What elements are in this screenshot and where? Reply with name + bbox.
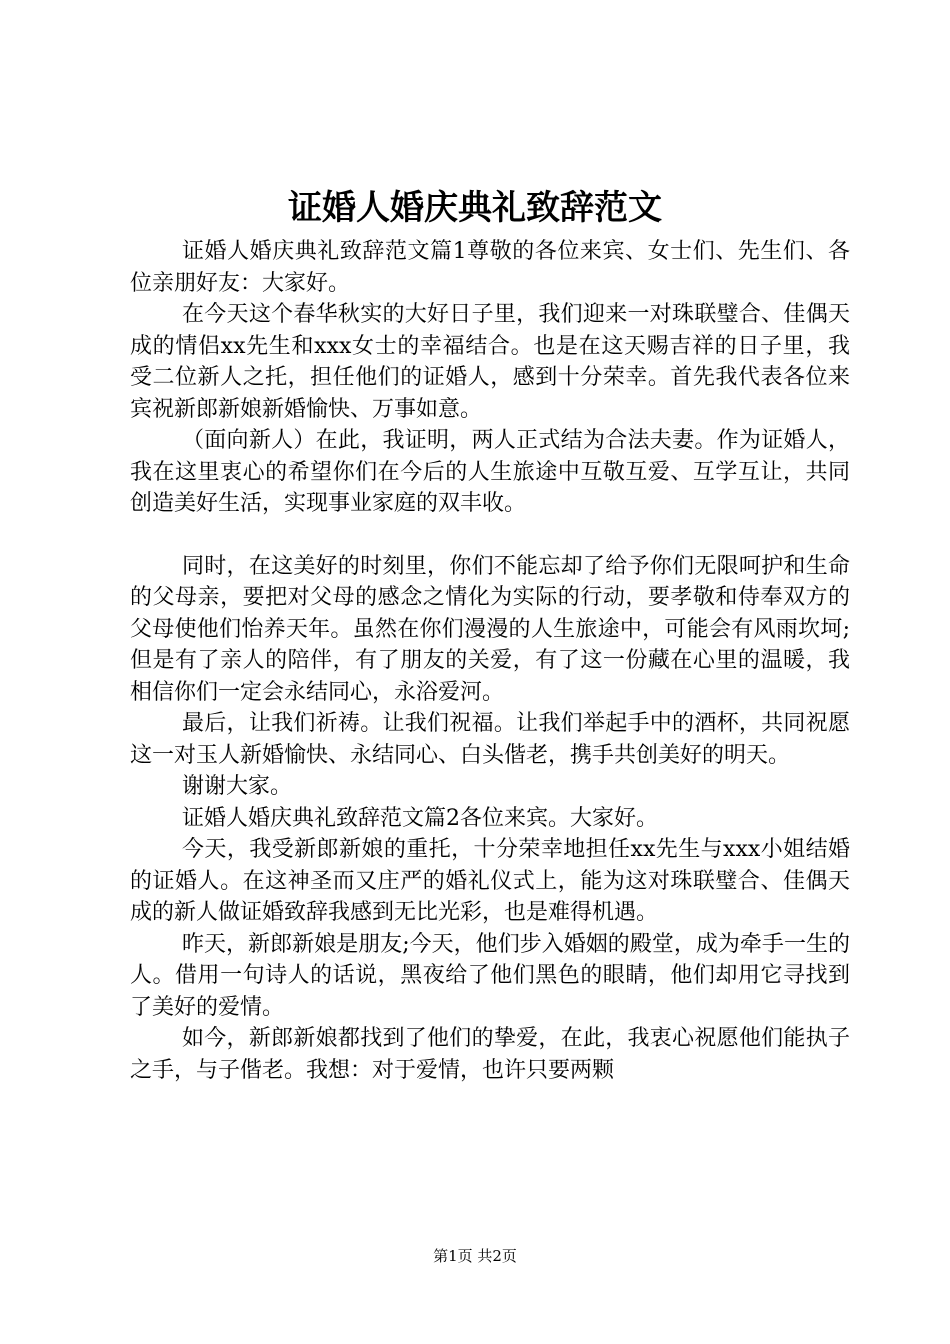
page-footer [0, 1246, 950, 1266]
paragraph: 证婚人婚庆典礼致辞范文篇2各位来宾。大家好。 [182, 805, 658, 831]
paragraph: 昨天，新郎新娘是朋友;今天，他们步入婚姻的殿堂，成为牵手一生的人。借用一句诗人的话说，黑夜给了他们黑色的眼睛，他们却用它寻找到了美好的爱情。 [130, 931, 850, 1020]
paragraph: 证婚人婚庆典礼致辞范文篇1尊敬的各位来宾、女士们、先生们、各位亲朋好友：大家好。 [130, 239, 850, 296]
page-indicator: 第1页 共2页 [433, 1247, 517, 1265]
document-title: 证婚人婚庆典礼致辞范文 [288, 188, 662, 228]
paragraph: 最后，让我们祈祷。让我们祝福。让我们举起手中的酒杯，共同祝愿这一对玉人新婚愉快、永结同心、白头偕老，携手共创美好的明天。 [130, 711, 850, 768]
paragraph: 同时，在这美好的时刻里，你们不能忘却了给予你们无限呵护和生命的父母亲，要把对父母的感念之情化为实际的行动，要孝敬和侍奉双方的父母使他们怡养天年。虽然在你们漫漫的人生旅途中，可能会有风雨坎坷;但是有了亲人的陪伴，有了朋友的关爱，有了这一份藏在心里的温暖，我相信你们一定会永结同心，永浴爱河。 [130, 553, 850, 705]
paragraph: （面向新人）在此，我证明，两人正式结为合法夫妻。作为证婚人，我在这里衷心的希望你们在今后的人生旅途中互敬互爱、互学互让，共同创造美好生活，实现事业家庭的双丰收。 [130, 428, 850, 516]
paragraph: 如今，新郎新娘都找到了他们的挚爱，在此，我衷心祝愿他们能执子之手，与子偕老。我想：对于爱情，也许只要两颗 [130, 1026, 850, 1083]
paragraph: 谢谢大家。 [182, 774, 293, 799]
paragraph: 今天，我受新郎新娘的重托，十分荣幸地担任xx先生与xxx小姐结婚的证婚人。在这神圣而又庄严的婚礼仪式上，能为这对珠联璧合、佳偶天成的新人做证婚致辞我感到无比光彩，也是难得机遇。 [130, 837, 850, 925]
document-body [130, 236, 850, 1086]
paragraph: 在今天这个春华秋实的大好日子里，我们迎来一对珠联璧合、佳偶天成的情侣xx先生和xxx女士的幸福结合。也是在这天赐吉祥的日子里，我受二位新人之托，担任他们的证婚人，感到十分荣幸。首先我代表各位来宾祝新郎新娘新婚愉快、万事如意。 [130, 302, 850, 422]
